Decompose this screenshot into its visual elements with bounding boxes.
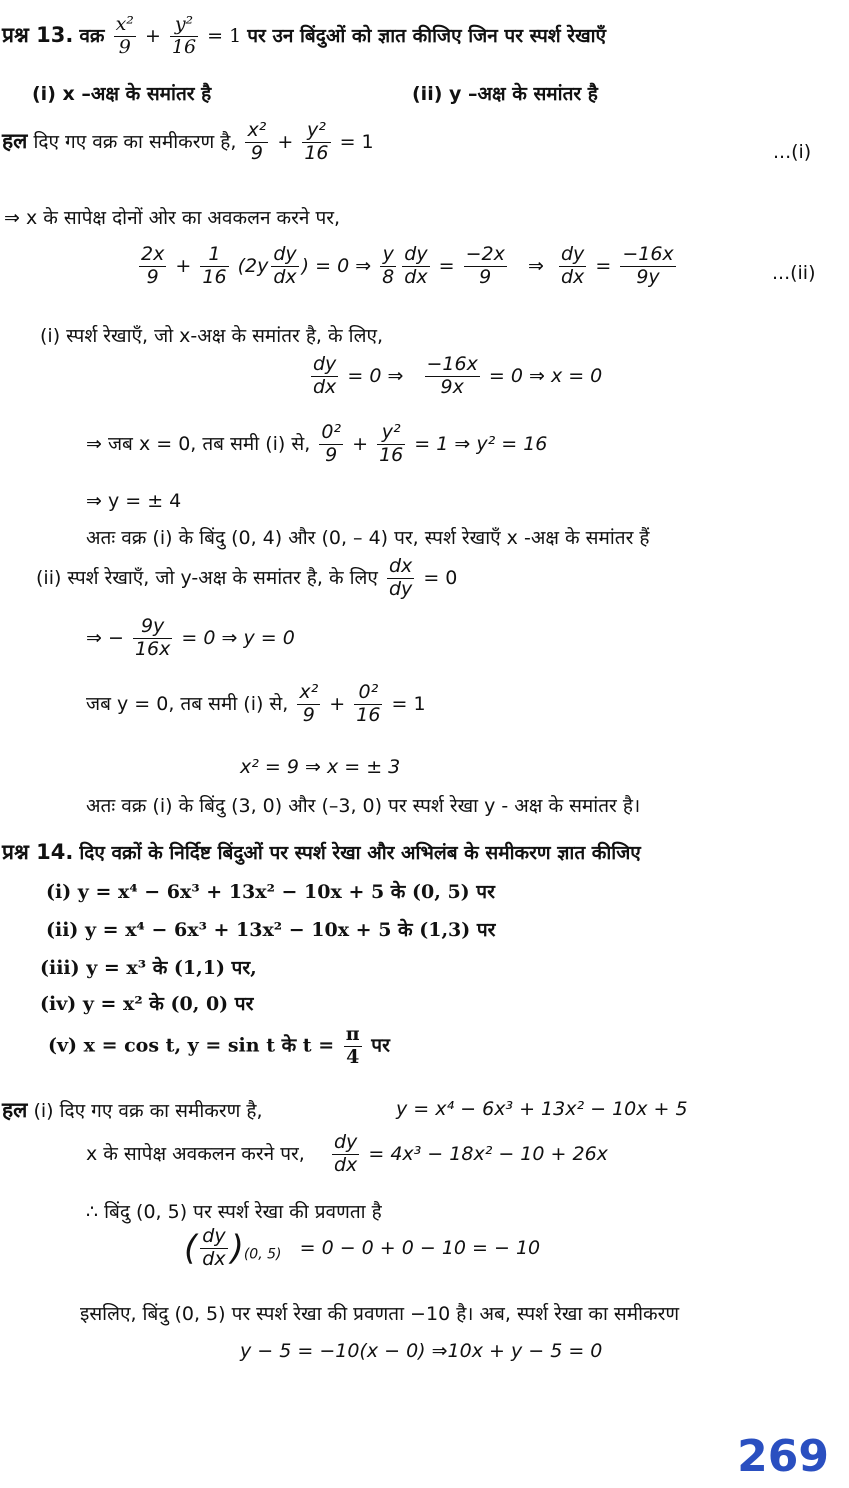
slope-intro: ∴ बिंदु (0, 5) पर स्पर्श रेखा की प्रवणता है xyxy=(86,1201,382,1223)
slope-conclusion: इसलिए, बिंदु (0, 5) पर स्पर्श रेखा की प्रवणता −10 है। अब, स्पर्श रेखा का समीकरण xyxy=(80,1303,680,1325)
solution-label: हल xyxy=(2,128,28,153)
derivative-equation: $\frac{2x}{9}$ + $\frac{1}{16}$ (2y $\frac{dy}{dx}$ ) = 0 ⇒ $\frac{y}{8}$ $\frac{dy}{dx}$ = $\frac{-2x}{9}$ ⇒ $\frac{dy}{dx}$ = $\frac{-16x}{9y}$ xyxy=(141,243,674,288)
case-ii-heading: (ii) स्पर्श रेखाएँ, जो y-अक्ष के समांतर है, के लिए $\frac{dx}{dy}$ = 0 xyxy=(36,555,458,600)
q14-part-iii: (iii) y = x³ के (1,1) पर, xyxy=(40,957,257,979)
solution-14-line-1: हल (i) दिए गए वक्र का समीकरण है, xyxy=(2,1098,263,1122)
q14-part-iv: (iv) y = x² के (0, 0) पर xyxy=(40,993,254,1015)
case-ii-conclusion: अतः वक्र (i) के बिंदु (3, 0) और (–3, 0) पर स्पर्श रेखा y - अक्ष के समांतर है। xyxy=(86,795,641,817)
q14-part-ii: (ii) y = x⁴ − 6x³ + 13x² − 10x + 5 के (1,3) पर xyxy=(46,919,496,941)
question-label: प्रश्न 14. xyxy=(2,840,74,864)
q13-part-ii: (ii) y –अक्ष के समांतर है xyxy=(412,83,598,105)
case-i-heading: (i) स्पर्श रेखाएँ, जो x-अक्ष के समांतर है, के लिए, xyxy=(40,325,383,347)
question-14: प्रश्न 14. दिए वक्रों के निर्दिष्ट बिंदुओं पर स्पर्श रेखा और अभिलंब के समीकरण ज्ञात कीजिए xyxy=(2,840,641,864)
case-i-substitute: ⇒ जब x = 0, तब समी (i) से, $\frac{\text{0²}}{9}$ + $\frac{\text{y²}}{16}$ = 1 ⇒ y² = 16 xyxy=(86,421,548,466)
solution-label: हल xyxy=(2,1098,28,1122)
q14-part-i: (i) y = x⁴ − 6x³ + 13x² − 10x + 5 के (0, 5) पर xyxy=(46,881,495,903)
curve-equation: y = x⁴ − 6x³ + 13x² − 10x + 5 xyxy=(396,1098,688,1120)
question-label: प्रश्न 13. xyxy=(2,22,74,47)
solution-13-line-1: हल दिए गए वक्र का समीकरण है, $\frac{\text{x²}}{9}$ + $\frac{\text{y²}}{16}$ = 1 xyxy=(2,119,374,164)
equation-ref-i: ...(i) xyxy=(773,141,812,163)
solution-14-derivative: x के सापेक्ष अवकलन करने पर, $\frac{dy}{dx}$ = 4x³ − 18x² − 10 + 26x xyxy=(86,1131,608,1176)
equation-ref-ii: ...(ii) xyxy=(772,262,816,284)
tangent-equation: y − 5 = −10(x − 0) ⇒10x + y − 5 = 0 xyxy=(240,1340,603,1362)
case-i-y-value: ⇒ y = ± 4 xyxy=(86,490,182,512)
slope-value: ( $\frac{dy}{dx}$ )$_{(0, 5)}$ = 0 − 0 + 0 − 10 = − 10 xyxy=(184,1225,541,1270)
page-number: 269 xyxy=(737,1431,829,1482)
q14-part-v: (v) x = cos t, y = sin t के t = $\frac{\pi}{4}$ पर xyxy=(48,1023,390,1068)
case-i-condition: $\frac{dy}{dx}$ = 0 ⇒ $\frac{-16x}{9x}$ = 0 ⇒ x = 0 xyxy=(313,353,603,398)
case-ii-substitute: जब y = 0, तब समी (i) से, $\frac{\text{x²}}{9}$ + $\frac{\text{0²}}{16}$ = 1 xyxy=(86,681,426,726)
case-ii-condition: ⇒ − $\frac{9y}{16x}$ = 0 ⇒ y = 0 xyxy=(86,615,295,660)
case-ii-x-value: x² = 9 ⇒ x = ± 3 xyxy=(240,756,401,778)
question-13: प्रश्न 13. वक्र $\frac{\text{x²}}{9}$ + $\frac{\text{y²}}{16}$ = 1 पर उन बिंदुओं को ज्ञात कीजिए जिन पर स्पर्श रेखाएँ xyxy=(2,13,607,58)
case-i-conclusion: अतः वक्र (i) के बिंदु (0, 4) और (0, – 4) पर, स्पर्श रेखाएँ x -अक्ष के समांतर हैं xyxy=(86,527,650,549)
q13-part-i: (i) x –अक्ष के समांतर है xyxy=(32,83,212,105)
differentiate-line: ⇒ x के सापेक्ष दोनों ओर का अवकलन करने पर, xyxy=(4,207,341,229)
